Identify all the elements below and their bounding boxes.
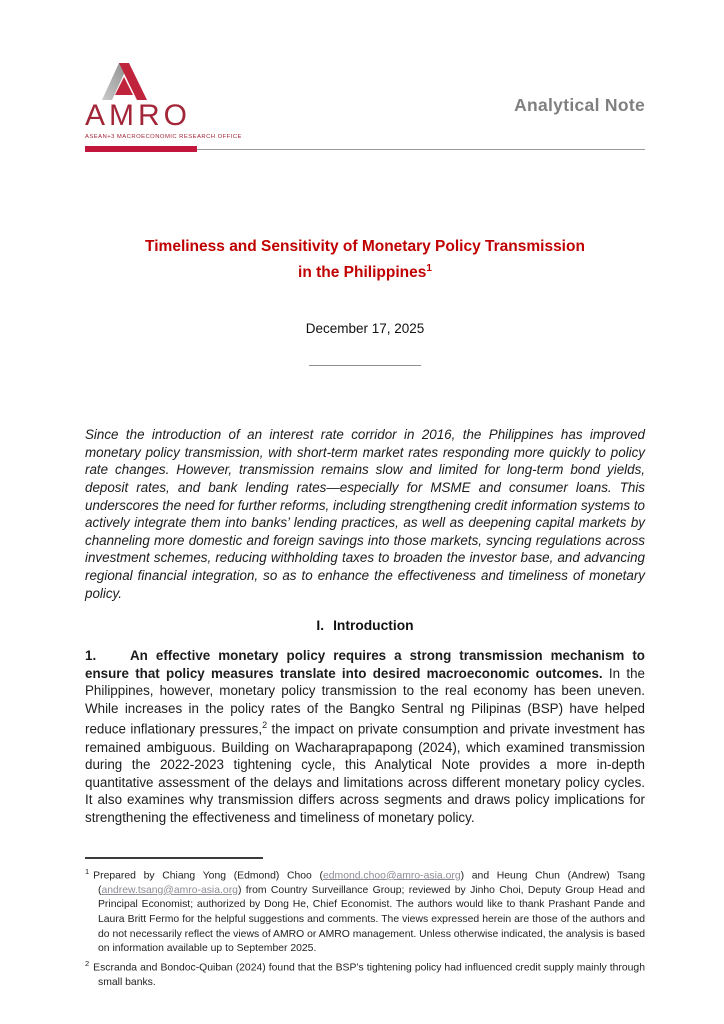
doc-date: December 17, 2025 bbox=[305, 321, 425, 337]
paragraph-1-number: 1. bbox=[85, 648, 97, 664]
footnotes-section bbox=[85, 865, 645, 992]
footnote-1-part3: ) from Country Surveillance Group; reviewed by Jinho Choi, Deputy Group Head and Principal Economist; authorized by Dong He, Chief Economist. The authors would like to thank Prashant Pande and Laura Britt Fermo for the helpful suggestions and comments. The views expressed herein are those of the authors and do not necessarily reflect the views of AMRO or AMRO management. Unless otherwise indicated, the analysis is based on information available up to September 2025. bbox=[98, 884, 645, 955]
page-title bbox=[85, 236, 645, 284]
abstract-paragraph: Since the introduction of an interest rate corridor in 2016, the Philippines has improved monetary policy transmission, with short-term market rates responding more quickly to policy rate changes. However, transmission remains slow and limited for long-term bond yields, deposit rates, and bank lending rates—especially for MSME and consumer loans. This underscores the need for further reforms, including strengthening credit information systems to actively integrate them into banks’ lending practices, as well as deepening capital markets by channeling more domestic and foreign savings into those markets, syncing regulations across investment schemes, reducing withholding taxes to broaden the investor base, and advancing regional financial integration, so as to enhance the effectiveness and timeliness of monetary policy. bbox=[85, 427, 645, 601]
paragraph-1-body-a: In the Philippines, however, monetary policy transmission to the real economy has been uneven. While increases in the policy rates of the Bangko Sentral ng Pilipinas (BSP) have helped reduce inflationary pressures, bbox=[85, 665, 645, 737]
section-label: Introduction bbox=[333, 618, 414, 634]
footnote-1-part2: ) and Heung Chun (Andrew) Tsang ( bbox=[98, 869, 645, 896]
footnote-2 bbox=[85, 957, 645, 991]
title-footnote-ref: 1 bbox=[426, 263, 432, 274]
amro-logo-icon bbox=[99, 54, 159, 100]
footnote-separator-rule bbox=[85, 857, 263, 859]
footnote-2-text: Escranda and Bondoc-Quiban (2024) found that the BSP’s tightening policy had influenced credit supply mainly through small banks. bbox=[93, 962, 645, 989]
amro-brand-text: AMRO bbox=[85, 99, 191, 132]
header-rule-thin-line bbox=[197, 149, 645, 150]
footnote-1-marker: 1 bbox=[85, 866, 90, 876]
paragraph-1-lead: An effective monetary policy requires a strong transmission mechanism to ensure that policy measures translate into desired macroeconomic outcomes. bbox=[85, 648, 645, 681]
footnote-1 bbox=[85, 865, 645, 958]
section-heading-introduction bbox=[85, 618, 645, 633]
paragraph-1 bbox=[85, 647, 645, 826]
header bbox=[85, 54, 645, 140]
amro-logo bbox=[85, 54, 242, 140]
footnote-1-part1: Prepared by Chiang Yong (Edmond) Choo ( bbox=[93, 869, 323, 881]
doc-type-label: Analytical Note bbox=[514, 95, 645, 115]
header-rule bbox=[85, 146, 645, 152]
footnote-1-email-link-2[interactable]: andrew.tsang@amro-asia.org bbox=[101, 884, 238, 896]
footnote-2-marker: 2 bbox=[85, 959, 90, 969]
page-title-line2: in the Philippines bbox=[298, 264, 427, 282]
paragraph-1-body-b: the impact on private consumption and private investment has remained ambiguous. Building on Wacharaprapapong (2024), which examined transmission during the 2022-2023 tightening cycle, this Analytical Note provides a more in-depth quantitative assessment of the delays and limitations across different monetary policy cycles. It also examines why transmission differs across segments and draws policy implications for strengthening the effectiveness and timeliness of monetary policy. bbox=[85, 721, 645, 825]
paragraph-1-footnote-ref: 2 bbox=[262, 720, 268, 731]
date-rule bbox=[309, 365, 421, 366]
page-title-line1: Timeliness and Sensitivity of Monetary Policy Transmission bbox=[145, 238, 585, 255]
amro-tagline: ASEAN+3 MACROECONOMIC RESEARCH OFFICE bbox=[85, 134, 242, 140]
footnote-1-email-link-1[interactable]: edmond.choo@amro-asia.org bbox=[322, 869, 461, 881]
header-rule-red-bar bbox=[85, 146, 197, 152]
section-number: I. bbox=[316, 618, 325, 634]
